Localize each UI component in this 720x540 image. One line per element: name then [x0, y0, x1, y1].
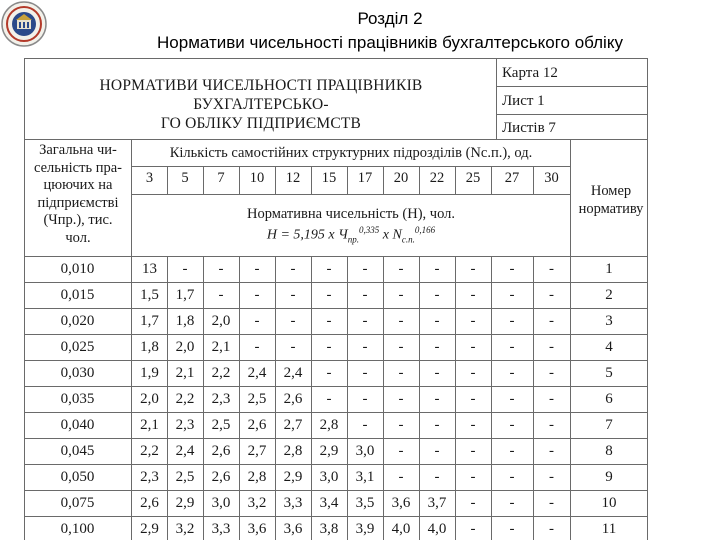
table-cell: 2,8 [283, 443, 303, 459]
table-cell: 2,6 [140, 495, 159, 511]
card-divider-1 [496, 86, 648, 87]
table-cell: - [254, 313, 260, 329]
table-cell: - [218, 261, 224, 277]
table-cell: 2,2 [211, 365, 231, 381]
table-cell: - [509, 469, 515, 485]
table-cell: - [218, 287, 224, 303]
table-cell: 3,9 [355, 521, 375, 537]
table-cell: 2,2 [175, 391, 195, 407]
group-divider [132, 166, 570, 167]
column-units-3: 3 [145, 170, 154, 186]
table-cell: - [398, 339, 404, 355]
row-divider [24, 282, 648, 283]
table-cell: 1,7 [140, 313, 159, 329]
norm-number-header: Номер нормативу [578, 183, 644, 217]
row-total-staff: 0,075 [60, 495, 95, 511]
slide-subtitle: Нормативи чисельності працівників бухгалтерського обліку [157, 33, 623, 52]
table-cell: 3,8 [319, 521, 339, 537]
row-divider [24, 464, 648, 465]
row-total-staff: 0,050 [60, 469, 95, 485]
table-cell: - [549, 287, 554, 303]
table-cell: - [470, 469, 476, 485]
row-total-staff: 0,100 [60, 521, 95, 537]
table-cell: - [549, 443, 554, 459]
table-cell: - [549, 521, 554, 537]
table-cell: - [549, 365, 554, 381]
table-cell: - [470, 313, 476, 329]
row-norm-number: 1 [605, 261, 613, 277]
table-cell: - [362, 261, 368, 277]
table-border-top [24, 58, 648, 59]
column-units-25: 25 [465, 170, 481, 186]
table-cell: - [326, 339, 332, 355]
card-title: НОРМАТИВИ ЧИСЕЛЬНОСТІ ПРАЦІВНИКІВ БУХГАЛТЕРСЬКО- ГО ОБЛІКУ ПІДПРИЄМСТВ [99, 77, 423, 132]
table-cell: 4,0 [391, 521, 411, 537]
row-norm-number: 10 [601, 495, 617, 511]
table-cell: - [326, 261, 332, 277]
row-divider [24, 360, 648, 361]
table-cell: - [398, 469, 404, 485]
row-norm-number: 2 [605, 287, 613, 303]
table-cell: 2,0 [175, 339, 195, 355]
table-cell: 2,1 [175, 365, 195, 381]
table-cell: - [434, 313, 440, 329]
table-cell: - [326, 313, 332, 329]
table-cell: - [470, 443, 476, 459]
table-cell: 3,5 [355, 495, 375, 511]
row-total-staff: 0,030 [60, 365, 95, 381]
table-cell: - [290, 339, 296, 355]
column-units-20: 20 [393, 170, 409, 186]
table-cell: 1,8 [140, 339, 159, 355]
norms-table-scan [24, 58, 652, 540]
table-cell: - [398, 313, 404, 329]
table-cell: 2,5 [211, 417, 231, 433]
table-cell: - [434, 417, 440, 433]
table-cell: - [509, 287, 515, 303]
table-cell: 2,9 [175, 495, 195, 511]
table-cell: 3,6 [283, 521, 303, 537]
row-total-staff: 0,010 [60, 261, 95, 277]
column-units-30: 30 [544, 170, 559, 186]
card-number: Карта 12 [502, 65, 558, 81]
table-cell: 3,6 [247, 521, 267, 537]
units-count-header: Кількість самостійних структурних підрозділів (Nс.п.), од. [169, 145, 533, 161]
column-units-7: 7 [217, 170, 225, 186]
table-cell: 2,5 [247, 391, 267, 407]
table-cell: 3,6 [391, 495, 411, 511]
table-cell: - [470, 417, 476, 433]
table-cell: 2,9 [319, 443, 339, 459]
table-cell: - [398, 443, 404, 459]
column-units-22: 22 [429, 170, 445, 186]
table-cell: 3,1 [355, 469, 375, 485]
row-norm-number: 5 [605, 365, 613, 381]
table-cell: - [434, 365, 440, 381]
table-cell: - [254, 287, 260, 303]
table-cell: 3,0 [355, 443, 375, 459]
table-cell: 2,8 [247, 469, 267, 485]
row-total-staff: 0,025 [60, 339, 95, 355]
table-cell: - [398, 391, 404, 407]
table-cell: - [509, 313, 515, 329]
table-cell: - [509, 339, 515, 355]
table-cell: 2,4 [283, 365, 303, 381]
table-cell: - [182, 261, 188, 277]
table-cell: - [434, 339, 440, 355]
table-cell: - [434, 261, 440, 277]
table-cell: - [434, 391, 440, 407]
table-cell: 3,7 [427, 495, 447, 511]
row-norm-number: 11 [601, 521, 617, 537]
table-cell: - [362, 365, 368, 381]
table-cell: - [470, 339, 476, 355]
column-units-27: 27 [504, 170, 520, 186]
table-cell: - [290, 313, 296, 329]
table-cell: 2,3 [175, 417, 195, 433]
table-cell: 2,6 [247, 417, 267, 433]
table-cell: - [509, 443, 515, 459]
table-cell: - [362, 287, 368, 303]
row-divider [24, 438, 648, 439]
table-cell: - [362, 339, 368, 355]
table-cell: - [509, 495, 515, 511]
table-cell: - [290, 287, 296, 303]
row-divider [24, 412, 648, 413]
row-total-staff: 0,020 [60, 313, 95, 329]
table-cell: 2,7 [247, 443, 267, 459]
column-units-15: 15 [321, 170, 337, 186]
normative-headcount-label: Нормативна чисельність (Н), чол. [247, 206, 455, 222]
table-cell: 4,0 [427, 521, 447, 537]
table-cell: - [398, 417, 404, 433]
table-cell: - [509, 391, 515, 407]
sheets-count: Листів 7 [502, 120, 556, 136]
table-cell: 2,4 [175, 443, 195, 459]
table-cell: 2,6 [211, 469, 231, 485]
table-cell: 2,6 [283, 391, 303, 407]
row-divider [24, 516, 648, 517]
total-staff-header: Загальна чи- сельність пра- цюючих на підприємстві (Чпр.), тис. чол. [34, 142, 122, 246]
row-norm-number: 8 [605, 443, 613, 459]
table-cell: - [470, 391, 476, 407]
table-cell: 13 [142, 261, 157, 277]
table-cell: 2,7 [283, 417, 303, 433]
table-cell: - [398, 365, 404, 381]
table-cell: - [470, 261, 476, 277]
table-cell: - [362, 313, 368, 329]
table-cell: 2,9 [283, 469, 303, 485]
table-cell: - [470, 495, 476, 511]
table-cell: 2,9 [140, 521, 159, 537]
table-cell: - [434, 443, 440, 459]
row-divider [24, 334, 648, 335]
table-cell: 2,5 [175, 469, 195, 485]
body-divider [24, 256, 648, 257]
table-cell: 2,1 [211, 339, 231, 355]
table-cell: 3,2 [247, 495, 267, 511]
row-norm-number: 3 [605, 313, 613, 329]
slide-title: Розділ 2 [357, 9, 423, 28]
table-cell: - [254, 339, 260, 355]
column-units-12: 12 [285, 170, 301, 186]
table-cell: - [509, 521, 515, 537]
table-cell: - [549, 313, 554, 329]
column-units-17: 17 [357, 170, 373, 186]
headcount-formula: Н = 5,195 х $Ч_{пр.}^{0,335}$ х $N_{с.п.}^{0,166}$ [266, 225, 436, 245]
formula-divider [132, 194, 570, 195]
table-cell: - [326, 391, 332, 407]
card-divider-v [496, 58, 497, 139]
table-cell: 2,3 [211, 391, 231, 407]
table-cell: 1,8 [175, 313, 195, 329]
row-norm-number: 4 [605, 339, 613, 355]
table-cell: - [549, 495, 554, 511]
table-cell: 2,0 [140, 391, 159, 407]
table-cell: 2,0 [211, 313, 231, 329]
table-border-right [647, 58, 648, 540]
table-cell: 2,8 [319, 417, 339, 433]
table-cell: - [549, 417, 554, 433]
table-cell: 1,7 [175, 287, 195, 303]
column-units-10: 10 [249, 170, 265, 186]
table-cell: 2,1 [140, 417, 159, 433]
row-divider [24, 490, 648, 491]
table-cell: 3,2 [175, 521, 195, 537]
row-norm-number: 9 [605, 469, 613, 485]
row-norm-number: 6 [605, 391, 613, 407]
table-cell: 1,9 [140, 365, 159, 381]
table-cell: - [509, 365, 515, 381]
row-total-staff: 0,015 [60, 287, 95, 303]
table-cell: - [549, 469, 554, 485]
table-cell: - [470, 287, 476, 303]
row-divider [24, 308, 648, 309]
row-total-staff: 0,040 [60, 417, 95, 433]
table-cell: - [509, 417, 515, 433]
table-cell: 1,5 [140, 287, 159, 303]
row-norm-number: 7 [605, 417, 613, 433]
table-cell: 2,4 [247, 365, 267, 381]
table-cell: - [434, 469, 440, 485]
table-cell: - [362, 417, 368, 433]
sheet-number: Лист 1 [502, 93, 545, 109]
table-cell: 2,2 [140, 443, 159, 459]
table-cell: 3,4 [319, 495, 339, 511]
table-cell: - [549, 391, 554, 407]
table-cell: - [398, 287, 404, 303]
row-total-staff: 0,035 [60, 391, 95, 407]
table-cell: - [470, 521, 476, 537]
card-divider-2 [496, 114, 648, 115]
table-cell: 3,3 [283, 495, 303, 511]
table-cell: - [254, 261, 260, 277]
table-cell: - [362, 391, 368, 407]
row-total-staff: 0,045 [60, 443, 95, 459]
table-cell: - [326, 365, 332, 381]
table-cell: 2,3 [140, 469, 159, 485]
table-cell: - [470, 365, 476, 381]
table-cell: 3,0 [211, 495, 231, 511]
university-emblem-icon [0, 0, 48, 48]
column-units-5: 5 [181, 170, 189, 186]
table-cell: - [549, 339, 554, 355]
table-cell: 3,3 [211, 521, 231, 537]
table-cell: 2,6 [211, 443, 231, 459]
row-divider [24, 386, 648, 387]
table-cell: - [509, 261, 515, 277]
header-divider [24, 139, 648, 140]
table-cell: - [434, 287, 440, 303]
table-cell: - [398, 261, 404, 277]
table-cell: 3,0 [319, 469, 339, 485]
table-cell: - [549, 261, 554, 277]
table-cell: - [290, 261, 296, 277]
table-cell: - [326, 287, 332, 303]
